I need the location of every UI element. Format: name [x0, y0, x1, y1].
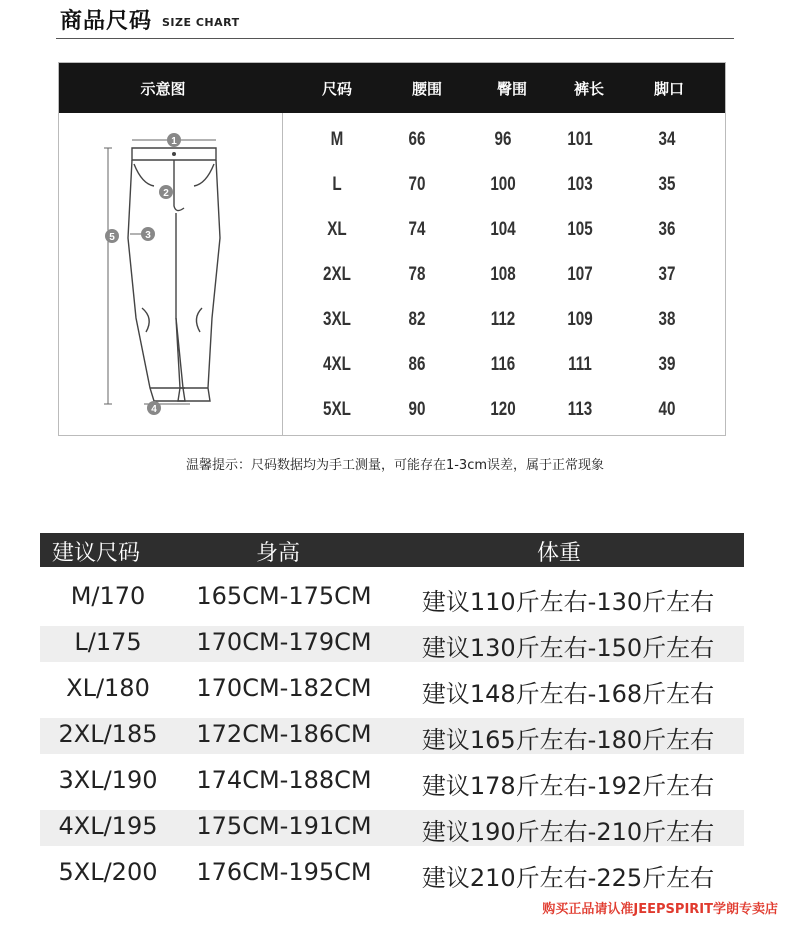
size-chart-cell-waist: 90: [408, 399, 426, 420]
rec-weight: 建议148斤左右-168斤左右: [421, 680, 715, 708]
marker-2: 2: [163, 188, 169, 199]
marker-4: 4: [151, 404, 157, 415]
size-chart-cell-hem: 36: [658, 219, 676, 240]
size-chart-cell-waist: 74: [408, 219, 426, 240]
rec-col-height: 身高: [256, 541, 301, 566]
col-header-size: 尺码: [321, 80, 353, 98]
rec-weight: 建议178斤左右-192斤左右: [421, 772, 715, 800]
rec-height: 172CM-186CM: [196, 720, 372, 748]
table-row: [40, 718, 744, 754]
size-chart-cell-hip: 96: [494, 129, 512, 150]
rec-weight: 建议210斤左右-225斤左右: [421, 864, 715, 892]
size-chart-cell-hem: 40: [658, 399, 676, 420]
col-header-diagram: 示意图: [140, 80, 186, 98]
size-chart-cell-hem: 38: [658, 309, 676, 330]
size-chart-cell-hip: 108: [490, 264, 516, 285]
measurement-tip: 温馨提示：尺码数据均为手工测量，可能存在1-3cm误差，属于正常现象: [185, 458, 605, 473]
size-chart-cell-size: XL: [327, 219, 347, 240]
rec-size: L/175: [74, 628, 142, 656]
col-header-waist: 腰围: [411, 80, 443, 98]
size-chart-cell-length: 105: [567, 219, 593, 240]
table-row: [40, 672, 744, 708]
rec-weight: 建议110斤左右-130斤左右: [421, 588, 715, 616]
size-chart-header: [59, 63, 725, 113]
store-watermark: 购买正品请认准JEEPSPIRIT学朗专卖店: [542, 902, 778, 917]
size-chart-cell-hip: 120: [490, 399, 516, 420]
header-divider: [56, 38, 734, 39]
rec-height: 176CM-195CM: [196, 858, 372, 886]
rec-height: 170CM-182CM: [196, 674, 372, 702]
size-chart-cell-waist: 70: [408, 174, 426, 195]
size-chart-cell-length: 107: [567, 264, 593, 285]
size-chart-cell-hem: 37: [658, 264, 676, 285]
size-chart-cell-hem: 35: [658, 174, 676, 195]
rec-size: 4XL/195: [58, 812, 158, 840]
rec-col-weight: 体重: [537, 541, 582, 566]
rec-height: 175CM-191CM: [196, 812, 372, 840]
table-row: [40, 856, 744, 892]
rec-weight: 建议165斤左右-180斤左右: [421, 726, 715, 754]
size-chart-title: 商品尺码: [60, 9, 153, 34]
table-row: [40, 764, 744, 800]
size-chart-cell-waist: 82: [408, 309, 426, 330]
size-chart-cell-hip: 116: [490, 354, 516, 375]
table-row: [40, 626, 744, 662]
size-chart-cell-waist: 66: [408, 129, 426, 150]
rec-height: 174CM-188CM: [196, 766, 372, 794]
rec-height: 165CM-175CM: [196, 582, 372, 610]
size-chart-subtitle: SIZE CHART: [162, 16, 240, 29]
size-chart-cell-hip: 112: [490, 309, 516, 330]
col-header-hem: 脚口: [653, 80, 685, 98]
marker-5: 5: [109, 232, 115, 243]
rec-size: 2XL/185: [58, 720, 158, 748]
pants-diagram: [84, 118, 264, 422]
size-chart-cell-size: 2XL: [323, 264, 351, 285]
size-chart-cell-length: 109: [567, 309, 593, 330]
size-chart-cell-size: M: [330, 129, 344, 150]
rec-size: XL/180: [66, 674, 150, 702]
size-chart-cell-size: L: [332, 174, 342, 195]
size-chart-cell-length: 103: [567, 174, 593, 195]
marker-1: 1: [171, 136, 177, 147]
size-chart-cell-hip: 100: [490, 174, 516, 195]
column-divider: [282, 113, 283, 435]
table-row: [40, 580, 744, 616]
rec-weight: 建议130斤左右-150斤左右: [421, 634, 715, 662]
col-header-hip: 臀围: [496, 80, 528, 98]
size-chart-cell-length: 111: [568, 354, 592, 375]
rec-weight: 建议190斤左右-210斤左右: [421, 818, 715, 846]
rec-height: 170CM-179CM: [196, 628, 372, 656]
size-chart-cell-hem: 39: [658, 354, 676, 375]
size-chart-cell-length: 101: [567, 129, 593, 150]
size-chart-cell-hem: 34: [658, 129, 676, 150]
recommend-header: [40, 533, 744, 567]
size-chart-cell-size: 4XL: [323, 354, 351, 375]
col-header-length: 裤长: [573, 80, 605, 98]
size-chart-cell-size: 5XL: [323, 399, 351, 420]
size-chart-cell-size: 3XL: [323, 309, 351, 330]
rec-size: 3XL/190: [58, 766, 158, 794]
marker-3: 3: [145, 230, 151, 241]
size-chart-cell-waist: 86: [408, 354, 426, 375]
size-chart-cell-hip: 104: [490, 219, 516, 240]
size-chart-cell-waist: 78: [408, 264, 426, 285]
rec-size: 5XL/200: [58, 858, 158, 886]
rec-size: M/170: [70, 582, 146, 610]
table-row: [40, 810, 744, 846]
rec-col-size: 建议尺码: [52, 541, 141, 566]
size-chart-cell-length: 113: [567, 399, 593, 420]
